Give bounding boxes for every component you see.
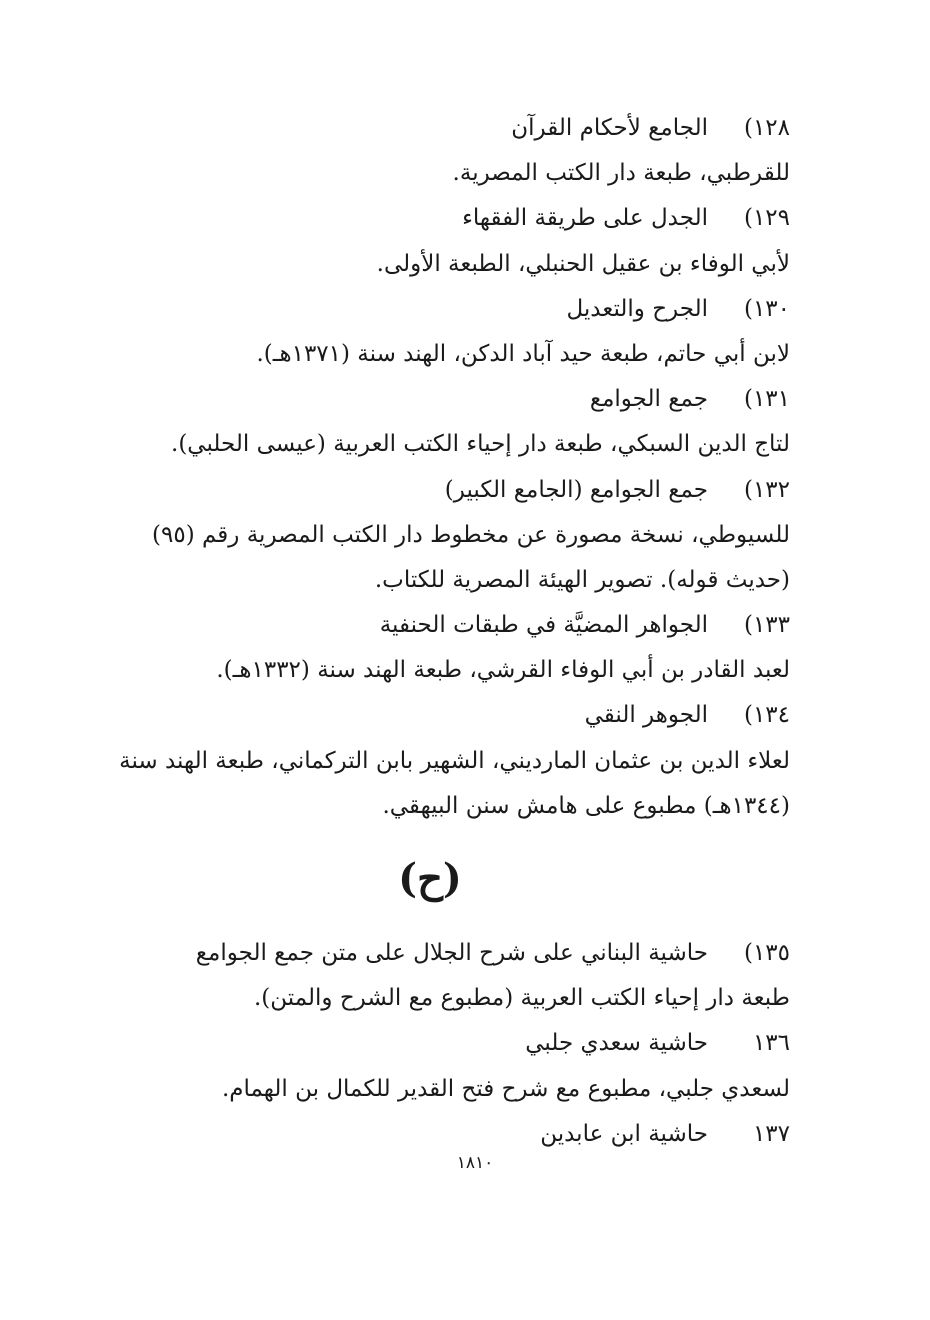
entry-number: ١٣١) xyxy=(743,386,790,413)
entry-number: ١٣٥) xyxy=(743,940,790,966)
entry-number: ١٣٧ xyxy=(752,1120,790,1147)
entry-number: ١٢٩) xyxy=(743,205,790,232)
entry-heading xyxy=(110,1021,790,1066)
entry-number: ١٣٢) xyxy=(743,476,790,503)
entry-title: الجدل على طريقة الفقهاء xyxy=(462,205,708,232)
entry-description: لتاج الدين السبكي، طبعة دار إحياء الكتب العربية (عيسى الحلبي). xyxy=(171,431,790,458)
entry-description: طبعة دار إحياء الكتب العربية (مطبوع مع الشرح والمتن). xyxy=(253,985,790,1012)
entry-title: حاشية سعدي جلبي xyxy=(525,1030,708,1057)
entry-title: الجوهر النقي xyxy=(584,702,708,729)
entry-number: ١٣٣) xyxy=(743,612,790,639)
bibliography-list xyxy=(110,106,790,1157)
entry-description: لابن أبي حاتم، طبعة حيد آباد الدكن، الهند سنة (١٣٧١هـ). xyxy=(256,340,790,367)
entry-description: (حديث قوله). تصوير الهيئة المصرية للكتاب. xyxy=(374,566,790,593)
entry-title: الجامع لأحكام القرآن xyxy=(511,115,708,141)
entry-description: لأبي الوفاء بن عقيل الحنبلي، الطبعة الأولى. xyxy=(376,250,790,277)
entry-description: (١٣٤٤هـ) مطبوع على هامش سنن البيهقي. xyxy=(382,792,790,819)
entry-description: للسيوطي، نسخة مصورة عن مخطوط دار الكتب المصرية رقم (٩٥) xyxy=(152,521,790,548)
entry-heading xyxy=(110,693,790,738)
entry-description: لعلاء الدين بن عثمان المارديني، الشهير بابن التركماني، طبعة الهند سنة xyxy=(119,747,790,774)
entry-number: ١٣٤) xyxy=(743,702,790,729)
entry-heading xyxy=(110,931,790,976)
entry-description: لسعدي جلبي، مطبوع مع شرح فتح القدير للكمال بن الهمام. xyxy=(221,1075,790,1102)
entry-title: الجرح والتعديل xyxy=(566,295,708,322)
entry-title: جمع الجوامع xyxy=(589,386,708,413)
entry-heading xyxy=(110,196,790,241)
page-number: ١٨١٠ xyxy=(456,1153,494,1173)
entry-heading xyxy=(110,287,790,332)
entry-heading xyxy=(110,377,790,422)
entry-heading xyxy=(110,1112,790,1157)
entry-heading xyxy=(110,468,790,513)
entry-number: ١٢٨) xyxy=(743,115,790,141)
entry-title: الجواهر المضيَّة في طبقات الحنفية xyxy=(379,612,708,639)
section-letter-heading: (ح) xyxy=(398,855,462,902)
entry-title: جمع الجوامع (الجامع الكبير) xyxy=(444,476,708,503)
entry-number: ١٣٠) xyxy=(743,295,790,322)
entry-title: حاشية ابن عابدين xyxy=(540,1120,708,1147)
entry-heading xyxy=(110,603,790,648)
entry-title: حاشية البناني على شرح الجلال على متن جمع الجوامع xyxy=(195,940,708,966)
entry-heading xyxy=(110,106,790,151)
entry-description: لعبد القادر بن أبي الوفاء القرشي، طبعة الهند سنة (١٣٣٢هـ). xyxy=(216,657,790,684)
entry-description: للقرطبي، طبعة دار الكتب المصرية. xyxy=(452,160,790,187)
entry-number: ١٣٦ xyxy=(752,1030,790,1057)
